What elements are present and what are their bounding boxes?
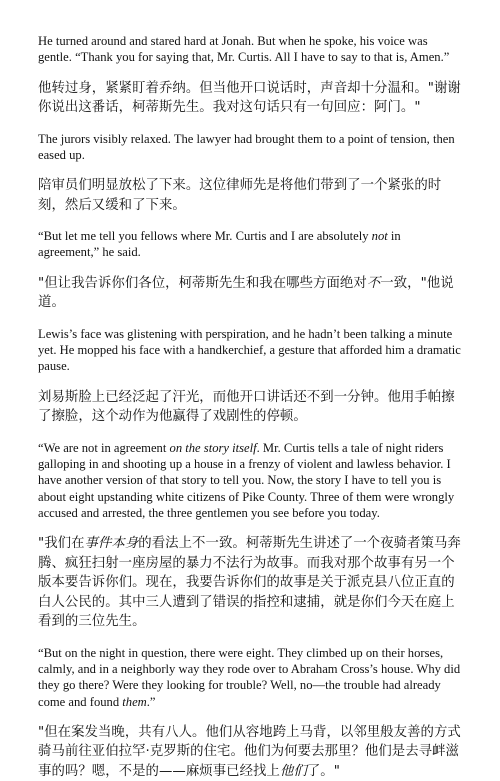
paragraph-chinese: [38, 388, 462, 427]
text-segment: "但在案发当晚，共有八人。他们从容地跨上马背，以邻里般友善的方式骑马前往亚伯拉罕·克罗斯的住宅。他们为何要去那里？他们是去寻衅滋事的吗？嗯，不是的——麻烦事已经找上: [38, 724, 461, 779]
paragraph-english: [38, 326, 462, 375]
text-segment: “We are not in agreement: [38, 440, 170, 455]
paragraph-english: [38, 131, 462, 164]
paragraph-chinese: [38, 723, 462, 781]
paragraph-chinese: [38, 534, 462, 632]
text-segment: Lewis’s face was glistening with perspiration, and he hadn’t been talking a minute yet. He mopped his face with a handkerchief, a gesture that afforded him a dramatic pause.: [38, 326, 461, 374]
paragraph-chinese: [38, 274, 462, 313]
text-segment: 陪审员们明显放松了下来。这位律师先是将他们带到了一个紧张的时刻，然后又缓和了下来。: [38, 178, 442, 213]
text-segment: The jurors visibly relaxed. The lawyer had brought them to a point of tension, then eased up.: [38, 131, 455, 162]
text-segment: 刘易斯脸上已经泛起了汗光，而他开口讲话还不到一分钟。他用手帕擦了擦脸，这个动作为他赢得了戏剧性的停顿。: [38, 389, 455, 425]
text-segment: 一致，"他说道。: [38, 275, 454, 311]
text-segment: "我们在: [38, 536, 85, 552]
paragraph-english: [38, 440, 462, 521]
text-segment: . Mr. Curtis tells a tale of night riders galloping in and shooting up a house in a frenzy of violent and lawless behavior. I have another version of that story to tell you. Now, the story I have to tell you is about eight upstanding white citizens of Pike County. Three of them were wrongly accused and arrested, the three gentlemen you see before you today.: [38, 440, 455, 520]
italic-emphasis: not: [371, 229, 388, 244]
italic-emphasis: 不: [366, 275, 381, 291]
text-segment: "但让我告诉你们各位，柯蒂斯先生和我在哪些方面绝对: [38, 275, 367, 291]
italic-emphasis: on the story itself: [169, 440, 257, 455]
text-segment: 他转过身，紧紧盯着乔纳。但当他开口说话时，声音却十分温和。"谢谢你说出这番话，柯蒂斯先生。我对这句话只有一句回应：阿门。": [38, 80, 461, 116]
paragraph-chinese: [38, 79, 462, 118]
paragraph-english: [38, 33, 462, 66]
text-segment: .”: [146, 694, 156, 709]
text-segment: He turned around and stared hard at Jonah. But when he spoke, his voice was gentle. “Thank you for saying that, Mr. Curtis. All I have to say to that is, Amen.”: [38, 34, 450, 65]
text-segment: “But on the night in question, there were eight. They climbed up on their horses, calmly, and in a neighborly way they rode over to Abraham Cross’s house. Why did they go there? Were they looking for trouble? Well, no—the trouble had already come and found: [38, 645, 461, 709]
text-segment: 了。": [306, 763, 340, 779]
italic-emphasis: 事件本身: [84, 536, 139, 552]
italic-emphasis: them: [122, 694, 147, 709]
paragraph-english: [38, 228, 462, 261]
paragraph-english: [38, 645, 462, 710]
text-segment: in agreement,” he said.: [38, 229, 401, 260]
italic-emphasis: 他们: [279, 763, 307, 779]
text-segment: “But let me tell you fellows where Mr. Curtis and I are absolutely: [38, 229, 372, 244]
paragraph-chinese: [38, 176, 462, 215]
text-segment: 的看法上不一致。柯蒂斯先生讲述了一个夜骑者策马奔腾、疯狂扫射一座房屋的暴力不法行为故事。而我对那个故事有另一个版本要告诉你们。现在，我要告诉你们的故事是关于派克县八位正直的白人公民的。其中三人遭到了错误的指控和逮捕，就是你们今天在庭上看到的三位先生。: [38, 536, 461, 630]
